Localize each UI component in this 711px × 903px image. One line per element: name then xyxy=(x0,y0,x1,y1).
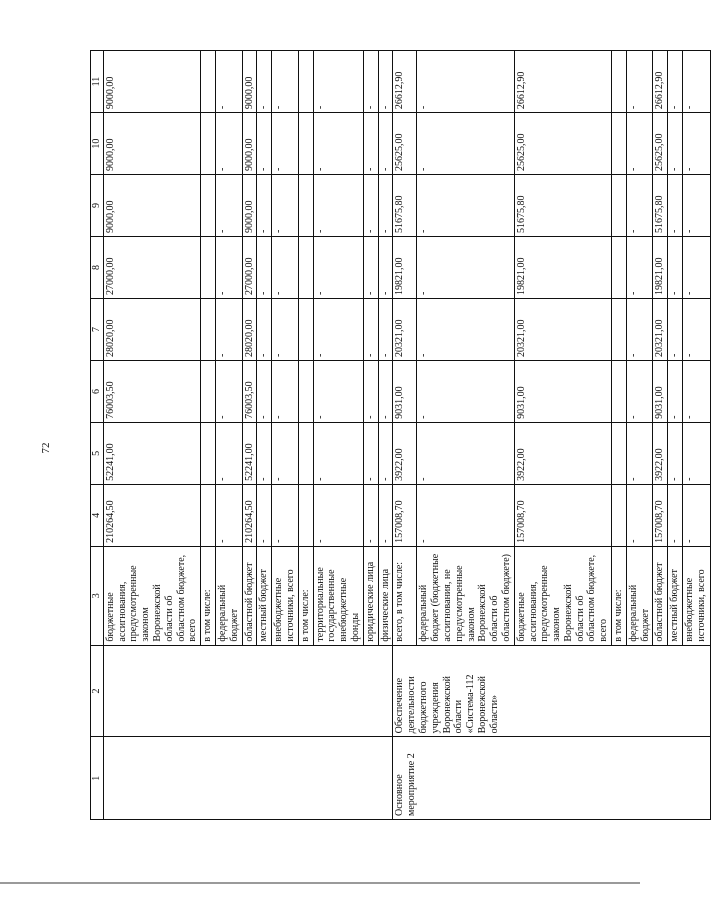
value-cell xyxy=(201,175,216,237)
header-cell: 4 xyxy=(91,484,104,546)
value-cell: - xyxy=(626,422,653,484)
value-cell xyxy=(612,237,627,299)
name-cell: Обеспечение деятельности бюджетного учреждения Воронежской области «Система-112 Воронежской области» xyxy=(393,645,711,737)
value-cell: - xyxy=(272,237,299,299)
value-cell: - xyxy=(378,360,393,422)
value-cell: - xyxy=(363,422,378,484)
scan-edge-line xyxy=(0,882,640,884)
value-cell: 157008,70 xyxy=(393,484,417,546)
value-cell: - xyxy=(215,298,242,360)
header-cell: 7 xyxy=(91,298,104,360)
value-cell: 51675,80 xyxy=(514,175,611,237)
value-cell: - xyxy=(363,484,378,546)
value-cell: - xyxy=(668,484,683,546)
header-cell: 3 xyxy=(91,546,104,645)
value-cell: - xyxy=(215,360,242,422)
value-cell xyxy=(612,298,627,360)
value-cell: - xyxy=(626,237,653,299)
value-cell: 157008,70 xyxy=(653,484,668,546)
value-cell: - xyxy=(417,298,514,360)
status-cell xyxy=(103,737,393,820)
value-cell: 19821,00 xyxy=(393,237,417,299)
value-cell: - xyxy=(668,422,683,484)
value-cell xyxy=(298,422,313,484)
value-cell xyxy=(201,484,216,546)
value-cell: - xyxy=(215,237,242,299)
value-cell: - xyxy=(215,484,242,546)
value-cell xyxy=(201,237,216,299)
value-cell: - xyxy=(363,113,378,175)
value-cell xyxy=(612,113,627,175)
value-cell: 210264,50 xyxy=(103,484,200,546)
budget-table xyxy=(90,50,711,820)
value-cell: - xyxy=(683,422,711,484)
source-label: в том числе: xyxy=(612,546,627,645)
value-cell: - xyxy=(626,113,653,175)
value-cell: - xyxy=(257,422,272,484)
value-cell: 51675,80 xyxy=(653,175,668,237)
name-cell xyxy=(103,645,393,737)
value-cell: - xyxy=(378,113,393,175)
value-cell: - xyxy=(363,175,378,237)
header-cell: 10 xyxy=(91,113,104,175)
value-cell: 25625,00 xyxy=(514,113,611,175)
value-cell xyxy=(201,360,216,422)
value-cell: 157008,70 xyxy=(514,484,611,546)
value-cell: - xyxy=(272,175,299,237)
value-cell: - xyxy=(683,484,711,546)
value-cell: - xyxy=(215,113,242,175)
value-cell: 19821,00 xyxy=(653,237,668,299)
value-cell: 52241,00 xyxy=(242,422,257,484)
value-cell: - xyxy=(417,175,514,237)
value-cell: - xyxy=(378,51,393,113)
value-cell: - xyxy=(363,51,378,113)
header-cell: 8 xyxy=(91,237,104,299)
value-cell: 52241,00 xyxy=(103,422,200,484)
value-cell: - xyxy=(683,237,711,299)
value-cell: - xyxy=(626,484,653,546)
value-cell: - xyxy=(417,484,514,546)
header-cell: 2 xyxy=(91,645,104,737)
table-row xyxy=(103,51,200,820)
value-cell: - xyxy=(626,298,653,360)
header-cell: 5 xyxy=(91,422,104,484)
header-row xyxy=(91,51,104,820)
value-cell xyxy=(201,422,216,484)
value-cell: - xyxy=(668,298,683,360)
source-label: внебюджетные источники, всего xyxy=(272,546,299,645)
source-label: в том числе: xyxy=(298,546,313,645)
value-cell: - xyxy=(626,175,653,237)
value-cell: - xyxy=(272,484,299,546)
value-cell: - xyxy=(257,51,272,113)
value-cell: - xyxy=(668,113,683,175)
value-cell: - xyxy=(626,360,653,422)
value-cell: - xyxy=(683,175,711,237)
value-cell: 27000,00 xyxy=(242,237,257,299)
value-cell: 3922,00 xyxy=(514,422,611,484)
header-cell: 1 xyxy=(91,737,104,820)
value-cell: - xyxy=(313,51,363,113)
value-cell xyxy=(298,298,313,360)
source-label: бюджетные ассигнования, предусмотренные законом Воронежской области об областном бюджете, всего xyxy=(514,546,611,645)
value-cell xyxy=(612,360,627,422)
value-cell: - xyxy=(378,298,393,360)
value-cell: - xyxy=(417,113,514,175)
value-cell: - xyxy=(272,51,299,113)
value-cell: 20321,00 xyxy=(514,298,611,360)
value-cell: 9000,00 xyxy=(103,175,200,237)
value-cell: 51675,80 xyxy=(393,175,417,237)
value-cell: - xyxy=(257,360,272,422)
value-cell: - xyxy=(272,113,299,175)
value-cell: - xyxy=(626,51,653,113)
value-cell xyxy=(298,51,313,113)
value-cell xyxy=(298,113,313,175)
value-cell: 9000,00 xyxy=(242,175,257,237)
page-number: 72 xyxy=(40,442,52,454)
value-cell xyxy=(201,51,216,113)
value-cell: - xyxy=(272,360,299,422)
value-cell: 9031,00 xyxy=(514,360,611,422)
value-cell: 26612,90 xyxy=(514,51,611,113)
value-cell: - xyxy=(683,298,711,360)
value-cell: - xyxy=(215,51,242,113)
value-cell: 9000,00 xyxy=(103,51,200,113)
value-cell: - xyxy=(363,237,378,299)
value-cell: - xyxy=(378,484,393,546)
source-label: территориальные государственные внебюджетные фонды xyxy=(313,546,363,645)
value-cell: - xyxy=(257,175,272,237)
value-cell xyxy=(298,484,313,546)
value-cell: - xyxy=(313,237,363,299)
value-cell: - xyxy=(378,422,393,484)
value-cell xyxy=(612,175,627,237)
value-cell: 76003,50 xyxy=(242,360,257,422)
header-cell: 6 xyxy=(91,360,104,422)
value-cell: 9031,00 xyxy=(393,360,417,422)
value-cell: - xyxy=(668,175,683,237)
value-cell: 25625,00 xyxy=(393,113,417,175)
value-cell: 76003,50 xyxy=(103,360,200,422)
value-cell: - xyxy=(683,51,711,113)
value-cell: 19821,00 xyxy=(514,237,611,299)
value-cell: 210264,50 xyxy=(242,484,257,546)
source-label: юридические лица xyxy=(363,546,378,645)
source-label: федеральный бюджет xyxy=(215,546,242,645)
value-cell: 20321,00 xyxy=(653,298,668,360)
value-cell: - xyxy=(668,237,683,299)
value-cell: - xyxy=(363,298,378,360)
value-cell: 9000,00 xyxy=(103,113,200,175)
header-cell: 9 xyxy=(91,175,104,237)
value-cell: - xyxy=(668,51,683,113)
value-cell: - xyxy=(683,360,711,422)
value-cell: - xyxy=(417,51,514,113)
value-cell: - xyxy=(683,113,711,175)
header-cell: 11 xyxy=(91,51,104,113)
value-cell: 3922,00 xyxy=(653,422,668,484)
value-cell: 3922,00 xyxy=(393,422,417,484)
value-cell xyxy=(201,113,216,175)
value-cell: - xyxy=(272,422,299,484)
value-cell: 26612,90 xyxy=(653,51,668,113)
source-label: в том числе: xyxy=(201,546,216,645)
value-cell xyxy=(612,484,627,546)
value-cell: 25625,00 xyxy=(653,113,668,175)
value-cell: - xyxy=(215,175,242,237)
value-cell: - xyxy=(257,484,272,546)
table-row xyxy=(393,51,417,820)
value-cell xyxy=(612,51,627,113)
source-label: областной бюджет xyxy=(653,546,668,645)
value-cell: 28020,00 xyxy=(103,298,200,360)
value-cell: - xyxy=(257,237,272,299)
value-cell: - xyxy=(378,237,393,299)
status-cell: Основное мероприятие 2 xyxy=(393,737,711,820)
value-cell xyxy=(298,237,313,299)
value-cell: - xyxy=(313,484,363,546)
value-cell: 26612,90 xyxy=(393,51,417,113)
value-cell: - xyxy=(363,360,378,422)
value-cell: 9031,00 xyxy=(653,360,668,422)
source-label: бюджетные ассигнования, предусмотренные законом Воронежской области об областном бюджете, всего xyxy=(103,546,200,645)
value-cell: - xyxy=(378,175,393,237)
value-cell: 9000,00 xyxy=(242,51,257,113)
value-cell: - xyxy=(313,360,363,422)
source-label: физические лица xyxy=(378,546,393,645)
value-cell: - xyxy=(417,237,514,299)
source-label: местный бюджет xyxy=(668,546,683,645)
value-cell: 9000,00 xyxy=(242,113,257,175)
value-cell: 27000,00 xyxy=(103,237,200,299)
value-cell xyxy=(298,360,313,422)
source-label: местный бюджет xyxy=(257,546,272,645)
source-label: областной бюджет xyxy=(242,546,257,645)
value-cell xyxy=(612,422,627,484)
value-cell: - xyxy=(668,360,683,422)
value-cell: - xyxy=(257,298,272,360)
value-cell: 28020,00 xyxy=(242,298,257,360)
value-cell: - xyxy=(215,422,242,484)
value-cell: - xyxy=(313,175,363,237)
rotated-table-frame xyxy=(90,50,707,820)
source-label: всего, в том числе: xyxy=(393,546,417,645)
value-cell: - xyxy=(313,298,363,360)
source-label: федеральный бюджет (бюджетные ассигнования, не предусмотренные законом Воронежской области об областном бюджете) xyxy=(417,546,514,645)
source-label: внебюджетные источники, всего xyxy=(683,546,711,645)
value-cell xyxy=(201,298,216,360)
value-cell: - xyxy=(417,422,514,484)
value-cell: 20321,00 xyxy=(393,298,417,360)
value-cell: - xyxy=(313,422,363,484)
value-cell: - xyxy=(313,113,363,175)
value-cell: - xyxy=(257,113,272,175)
value-cell: - xyxy=(272,298,299,360)
value-cell xyxy=(298,175,313,237)
source-label: федеральный бюджет xyxy=(626,546,653,645)
value-cell: - xyxy=(417,360,514,422)
